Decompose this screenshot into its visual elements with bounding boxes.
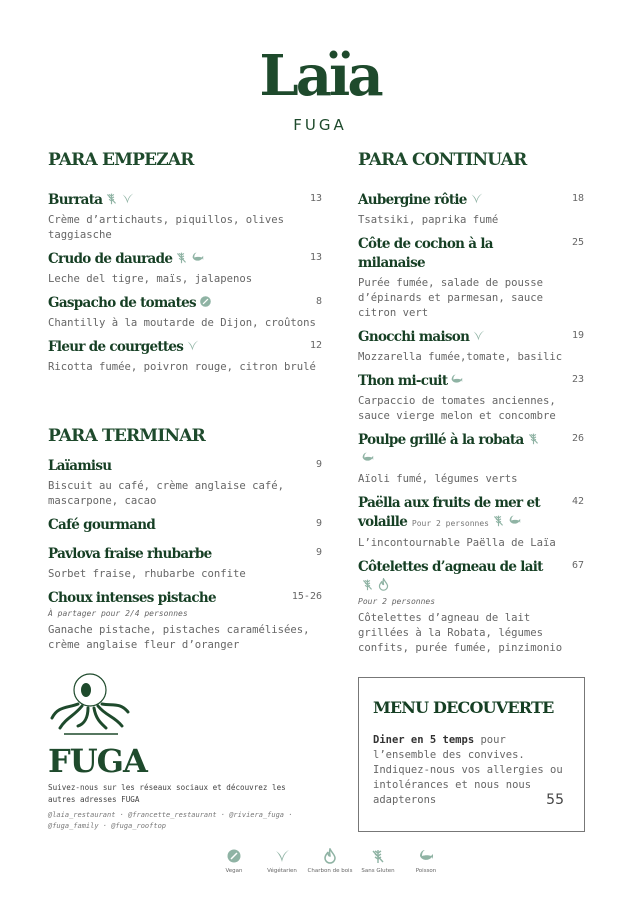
gluten-free-icon — [361, 578, 374, 591]
item-name — [48, 545, 322, 564]
fuga-brand: FUGA — [48, 742, 147, 780]
legend-label: Poisson — [415, 868, 437, 874]
item-description: L’incontournable Paëlla de Laïa — [358, 537, 556, 549]
charcoal-icon — [306, 848, 354, 864]
item-serving-note: À partager pour 2/4 personnes — [48, 609, 188, 618]
section-title-para-terminar: PARA TERMINAR — [48, 426, 205, 446]
item-name-text: Café gourmand — [48, 517, 156, 533]
item-price: 8 — [315, 296, 322, 307]
item-description: Purée fumée, salade de pousse d’épinards et parmesan, sauce citron vert — [358, 277, 543, 319]
section-title-para-continuar: PARA CONTINUAR — [358, 150, 527, 170]
gluten-free-icon — [175, 251, 188, 264]
item-price: 42 — [571, 496, 584, 507]
social-handles: @laia_restaurant · @francette_restaurant · @riviera_fuga · @fuga_family · @fuga_rooftop — [48, 811, 293, 830]
fish-icon — [402, 848, 450, 864]
legend-label: Végétarien — [267, 868, 297, 874]
menu-decouverte-title: MENU DECOUVERTE — [373, 698, 554, 717]
item-name-text: Burrata — [48, 192, 103, 208]
legend-label: Charbon de bois — [307, 868, 353, 874]
menu-item — [48, 457, 322, 509]
gluten-free-icon — [105, 192, 118, 205]
icon-legend — [210, 848, 450, 874]
item-name-text: Gaspacho de tomates — [48, 295, 196, 311]
menu-item — [358, 328, 584, 365]
section-title-para-empezar: PARA EMPEZAR — [48, 150, 194, 170]
vegan-icon — [199, 295, 212, 308]
legend-item-vegan — [210, 848, 258, 874]
item-name-text: Aubergine rôtie — [358, 192, 467, 208]
brand-subtitle: FUGA — [293, 116, 347, 134]
item-name-text: Laïamisu — [48, 458, 112, 474]
item-name — [48, 294, 322, 313]
gluten-free-icon — [354, 848, 402, 864]
item-description: Leche del tigre, maïs, jalapenos — [48, 273, 253, 285]
item-name — [48, 516, 322, 535]
item-description: Ricotta fumée, poivron rouge, citron brulé — [48, 361, 316, 373]
item-price: 9 — [315, 518, 322, 529]
item-name — [358, 372, 584, 391]
fish-icon — [508, 514, 521, 527]
section-para-empezar — [48, 191, 322, 382]
item-description: Chantilly à la moutarde de Dijon, croûtons — [48, 317, 316, 329]
item-name — [48, 589, 322, 608]
item-name-text: Thon mi-cuit — [358, 373, 448, 389]
menu-decouverte-text: pour l’ensemble des convives. Indiquez-nous vos allergies ou intolérances et nous nous adapterons — [373, 734, 563, 806]
section-para-continuar — [358, 191, 584, 663]
menu-item — [358, 494, 584, 551]
item-description: Côtelettes d’agneau de lait grillées à la Robata, légumes confits, purée fumée, pinzimonio — [358, 612, 563, 654]
item-name-text: Gnocchi maison — [358, 329, 470, 345]
gluten-free-icon — [527, 432, 540, 445]
item-name — [358, 558, 584, 596]
item-name — [48, 338, 322, 357]
menu-item — [48, 338, 322, 375]
legend-label: Sans Gluten — [361, 868, 395, 874]
item-name-text: Choux intenses pistache — [48, 590, 216, 606]
item-name — [48, 191, 322, 210]
item-name-text: Pavlova fraise rhubarbe — [48, 546, 212, 562]
legend-item-gluten-free — [354, 848, 402, 874]
legend-item-vegetarian — [258, 848, 306, 874]
item-name — [48, 457, 322, 476]
item-description: Crème d’artichauts, piquillos, olives taggiasche — [48, 214, 284, 241]
item-name-text: Paëlla aux fruits de mer et volaille — [358, 495, 540, 530]
item-price: 26 — [571, 433, 584, 444]
menu-decouverte-price: 55 — [546, 792, 564, 808]
item-price: 23 — [571, 374, 584, 385]
fish-icon — [450, 373, 463, 386]
vegetarian-icon — [258, 848, 306, 864]
menu-item — [48, 545, 322, 582]
item-name-text: Crudo de daurade — [48, 251, 173, 267]
item-name — [358, 191, 584, 210]
item-price: 13 — [309, 193, 322, 204]
gluten-free-icon — [492, 514, 505, 527]
menu-item — [48, 250, 322, 287]
vegetarian-icon — [472, 329, 485, 342]
vegetarian-icon — [186, 339, 199, 352]
vegan-icon — [210, 848, 258, 864]
item-price: 25 — [571, 237, 584, 248]
item-name — [358, 235, 584, 273]
follow-text: Suivez-nous sur les réseaux sociaux et découvrez les autres adresses FUGA — [48, 783, 286, 804]
menu-item — [358, 431, 584, 487]
menu-item — [358, 191, 584, 228]
item-serving-note: Pour 2 personnes — [407, 519, 489, 528]
item-name-text: Fleur de courgettes — [48, 339, 184, 355]
item-name — [358, 431, 584, 469]
menu-decouverte-bold: Diner en 5 temps — [373, 734, 475, 746]
vegetarian-icon — [470, 192, 483, 205]
item-price: 18 — [571, 193, 584, 204]
menu-item — [358, 235, 584, 321]
menu-item — [48, 516, 322, 535]
legend-item-fish — [402, 848, 450, 874]
charcoal-icon — [377, 578, 390, 591]
menu-decouverte-box — [358, 677, 585, 832]
item-name — [358, 494, 584, 533]
menu-item — [358, 558, 584, 656]
item-description: Sorbet fraise, rhubarbe confite — [48, 568, 246, 580]
item-price: 13 — [309, 252, 322, 263]
item-description: Ganache pistache, pistaches caramélisées, crème anglaise fleur d’oranger — [48, 624, 310, 651]
fish-icon — [361, 451, 374, 464]
menu-decouverte-description — [373, 733, 570, 808]
menu-item — [48, 191, 322, 243]
item-price: 67 — [571, 560, 584, 571]
vegetarian-icon — [121, 192, 134, 205]
item-price: 9 — [315, 547, 322, 558]
octopus-illustration — [48, 668, 132, 736]
item-serving-note: Pour 2 personnes — [358, 597, 436, 606]
item-name-text: Côtelettes d’agneau de lait — [358, 559, 543, 575]
item-name-text: Poulpe grillé à la robata — [358, 432, 524, 448]
item-name — [358, 328, 584, 347]
legend-item-charcoal — [306, 848, 354, 874]
item-name — [48, 250, 322, 269]
menu-item — [358, 372, 584, 424]
item-price: 19 — [571, 330, 584, 341]
item-price: 15-26 — [291, 591, 322, 602]
restaurant-logo: Laïa — [259, 43, 381, 109]
section-para-terminar — [48, 457, 322, 660]
legend-label: Vegan — [225, 868, 243, 874]
menu-item — [48, 589, 322, 653]
item-description: Carpaccio de tomates anciennes, sauce vierge melon et concombre — [358, 395, 556, 422]
item-price: 12 — [309, 340, 322, 351]
item-name-text: Côte de cochon à la milanaise — [358, 236, 493, 271]
item-description: Mozzarella fumée,tomate, basilic — [358, 351, 563, 363]
fish-icon — [191, 251, 204, 264]
item-description: Aïoli fumé, légumes verts — [358, 473, 518, 485]
item-description: Tsatsiki, paprika fumé — [358, 214, 499, 226]
menu-item — [48, 294, 322, 331]
item-description: Biscuit au café, crème anglaise café, mascarpone, cacao — [48, 480, 284, 507]
item-price: 9 — [315, 459, 322, 470]
